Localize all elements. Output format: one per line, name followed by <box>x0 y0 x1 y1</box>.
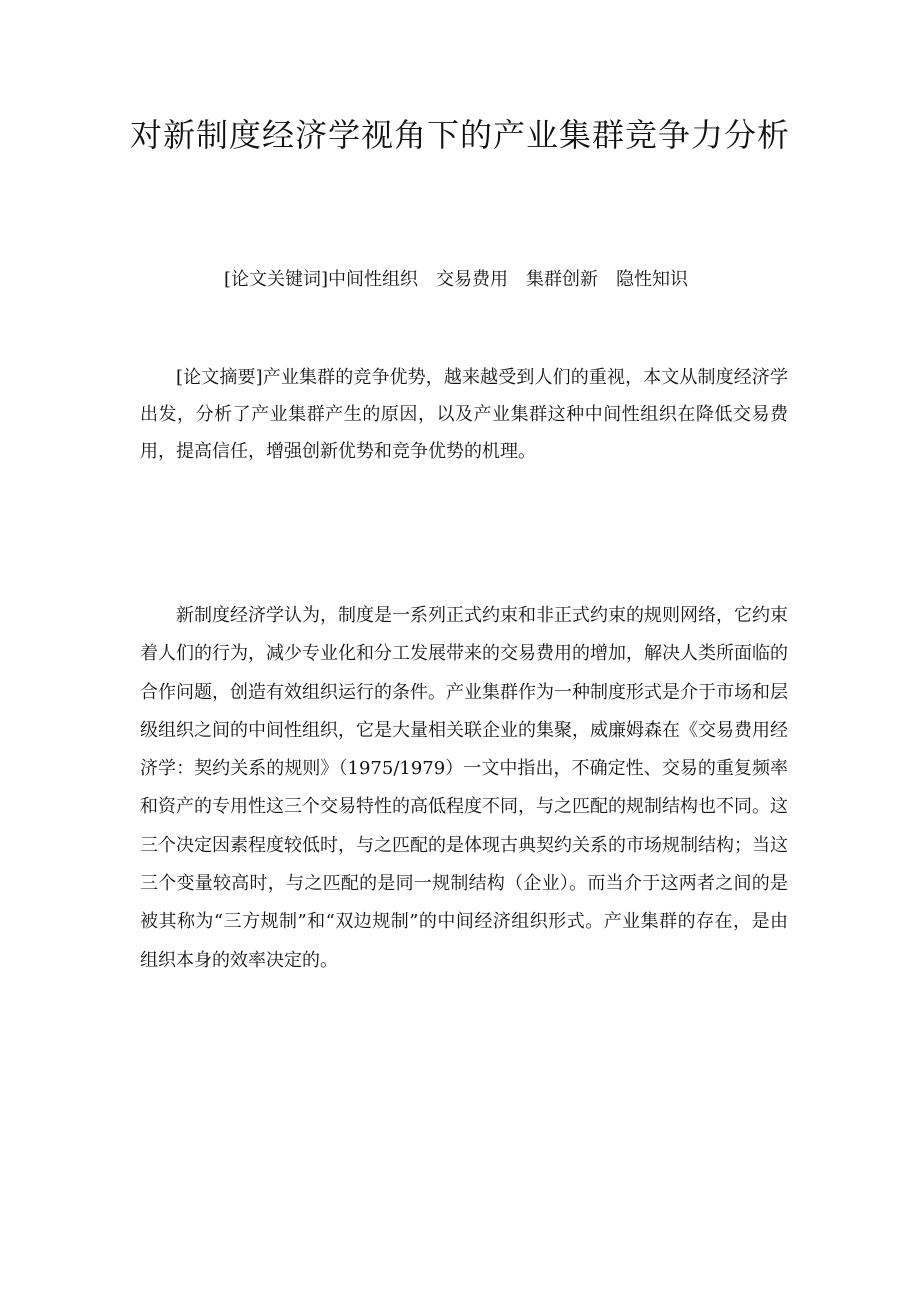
body-paragraph: 新制度经济学认为，制度是一系列正式约束和非正式约束的规则网络，它约束着人们的行为，减少专业化和分工发展带来的交易费用的增加，解决人类所面临的合作问题，创造有效组织运行的条件。产业集群作为一种制度形式是介于市场和层级组织之间的中间性组织，它是大量相关联企业的集聚，威廉姆森在《交易费用经济学：契约关系的规则》（1975/1979）一文中指出，不确定性、交易的重复频率和资产的专用性这三个交易特性的高低程度不同，与之匹配的规制结构也不同。这三个决定因素程度较低时，与之匹配的是体现古典契约关系的市场规制结构；当这三个变量较高时，与之匹配的是同一规制结构（企业）。而当介于这两者之间的是被其称为“三方规制”和“双边规制”的中间经济组织形式。产业集群的存在，是由组织本身的效率决定的。 <box>140 605 788 971</box>
keywords-label: [论文关键词] <box>224 269 329 290</box>
keyword-item: 交易费用 <box>436 269 509 290</box>
keyword-item: 集群创新 <box>526 269 599 290</box>
keywords-line <box>224 266 688 294</box>
keyword-item: 隐性知识 <box>616 269 689 290</box>
document-title: 对新制度经济学视角下的产业集群竞争力分析 <box>130 116 791 154</box>
keyword-item: 中间性组织 <box>328 269 419 290</box>
abstract-paragraph: [论文摘要]产业集群的竞争优势，越来越受到人们的重视，本文从制度经济学出发，分析了产业集群产生的原因，以及产业集群这种中间性组织在降低交易费用，提高信任，增强创新优势和竞争优势的机理。 <box>140 367 788 462</box>
